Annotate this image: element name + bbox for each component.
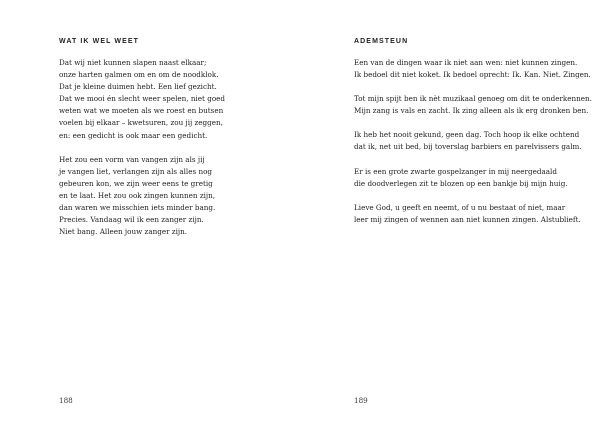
stanza (354, 129, 594, 153)
poem-line: gebeuren kon, we zijn weer eens te gretig (59, 178, 213, 188)
poem-line: Dat wij niet kunnen slapen naast elkaar; (59, 58, 207, 67)
poem-line: Dat we mooi én slecht weer spelen, niet goed (59, 94, 226, 104)
poem-line: dan waren we misschien iets minder bang. (59, 203, 216, 213)
poem-line: Een van de dingen waar ik niet aan wen: niet kunnen zingen. (354, 58, 578, 67)
poem-line: dat ik, net uit bed, bij toverslag barbiers en parelvissers galm. (354, 142, 582, 152)
poem-line: onze harten galmen om en om de noodklok. (59, 70, 219, 80)
stanza (354, 57, 594, 81)
poem-line: leer mij zingen of wennen aan niet kunnen zingen. Alstublieft. (354, 214, 581, 224)
poem-line: Lieve God, u geeft en neemt, of u nu bestaat of niet, maar (354, 202, 566, 212)
poem-line: Ik bedoel dit niet koket. Ik bedoel oprecht: Ik. Kan. Niet. Zingen. (354, 70, 591, 80)
poem-line: weten wat we moeten als we roest en butsen (59, 106, 224, 116)
stanza (354, 166, 594, 190)
poem-line: Het zou een vorm van vangen zijn als jij (59, 154, 205, 164)
poem-line: Dat je kleine duimen hebt. Een lief gezicht. (59, 82, 217, 92)
poem-line: je vangen liet, verlangen zijn als alles nog (59, 166, 213, 176)
page-number: 189 (354, 396, 368, 405)
stanza (59, 154, 279, 239)
poem-line: Er is een grote zwarte gospelzanger in mij neergedaald (354, 166, 557, 176)
right-page (300, 0, 600, 432)
poem-line: Precies. Vandaag wil ik een zanger zijn. (59, 215, 204, 225)
poem-line: en: een gedicht is ook maar een gedicht. (59, 130, 208, 140)
poem-line: Niet bang. Alleen jouw zanger zijn. (59, 227, 188, 237)
poem-line: Ik heb het nooit gekund, geen dag. Toch hoop ik elke ochtend (354, 130, 580, 140)
poem-title: ADEMSTEUN (354, 38, 409, 45)
poem-title: WAT IK WEL WEET (59, 38, 140, 45)
page-number: 188 (59, 396, 73, 405)
poem-line: die doodverlegen zit te blozen op een bankje bij mijn huig. (354, 178, 568, 188)
poem-line: en te laat. Het zou ook zingen kunnen zijn, (59, 190, 216, 200)
stanza (354, 202, 594, 226)
stanza (59, 57, 279, 142)
stanza (354, 93, 594, 117)
poem-body (59, 57, 279, 250)
poem-body (354, 57, 594, 238)
poem-line: Tot mijn spijt ben ik nèt muzikaal genoeg om dit te onderkennen. (354, 94, 592, 104)
poem-line: Mijn zang is vals en zacht. Ik zing alleen als ik erg dronken ben. (354, 106, 589, 116)
poem-line: voelen bij elkaar – kwetsuren, zou jij zeggen, (59, 118, 223, 128)
